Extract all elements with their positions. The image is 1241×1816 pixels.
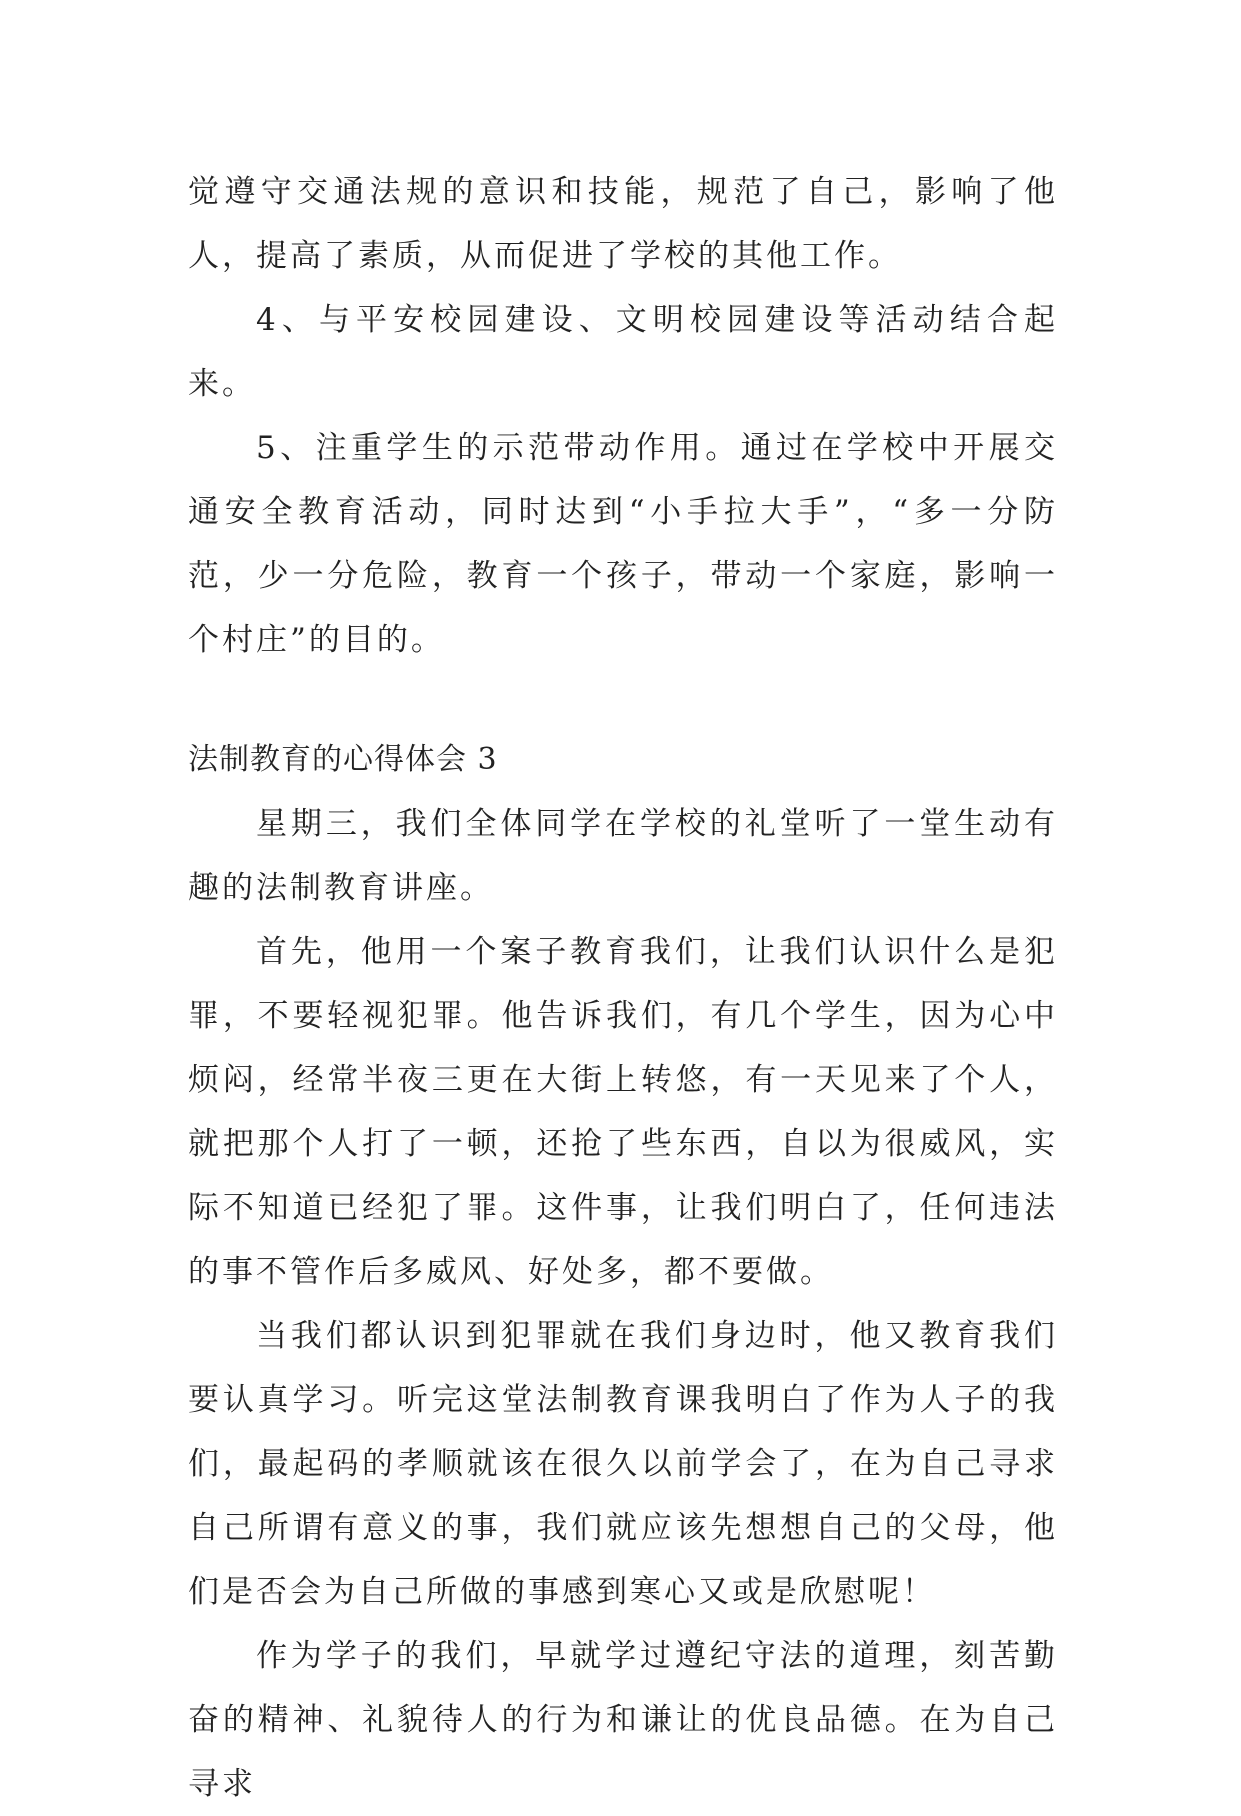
paragraph: 当我们都认识到犯罪就在我们身边时，他又教育我们要认真学习。听完这堂法制教育课我明白了作为人子的我们，最起码的孝顺就该在很久以前学会了，在为自己寻求自己所谓有意义的事，我们就应该先想想自己的父母，他们是否会为自己所做的事感到寒心又或是欣慰呢！ [188, 1318, 1058, 1610]
paragraph-item-4: 4、与平安校园建设、文明校园建设等活动结合起来。 [188, 302, 1058, 402]
section-title: 法制教育的心得体会 3 [188, 742, 498, 777]
paragraph-continuation: 觉遵守交通法规的意识和技能，规范了自己，影响了他人，提高了素质，从而促进了学校的其他工作。 [188, 174, 1058, 274]
paragraph-item-5: 5、注重学生的示范带动作用。通过在学校中开展交通安全教育活动，同时达到“小手拉大手”，“多一分防范，少一分危险，教育一个孩子，带动一个家庭，影响一个村庄”的目的。 [188, 430, 1058, 658]
paragraph: 作为学子的我们，早就学过遵纪守法的道理，刻苦勤奋的精神、礼貌待人的行为和谦让的优良品德。在为自己寻求 [188, 1638, 1058, 1802]
paragraph: 首先，他用一个案子教育我们，让我们认识什么是犯罪，不要轻视犯罪。他告诉我们，有几个学生，因为心中烦闷，经常半夜三更在大街上转悠，有一天见来了个人，就把那个人打了一顿，还抢了些东西，自以为很威风，实际不知道已经犯了罪。这件事，让我们明白了，任何违法的事不管作后多威风、好处多，都不要做。 [188, 934, 1058, 1290]
document-body [188, 160, 1058, 1816]
paragraph: 星期三，我们全体同学在学校的礼堂听了一堂生动有趣的法制教育讲座。 [188, 806, 1058, 906]
